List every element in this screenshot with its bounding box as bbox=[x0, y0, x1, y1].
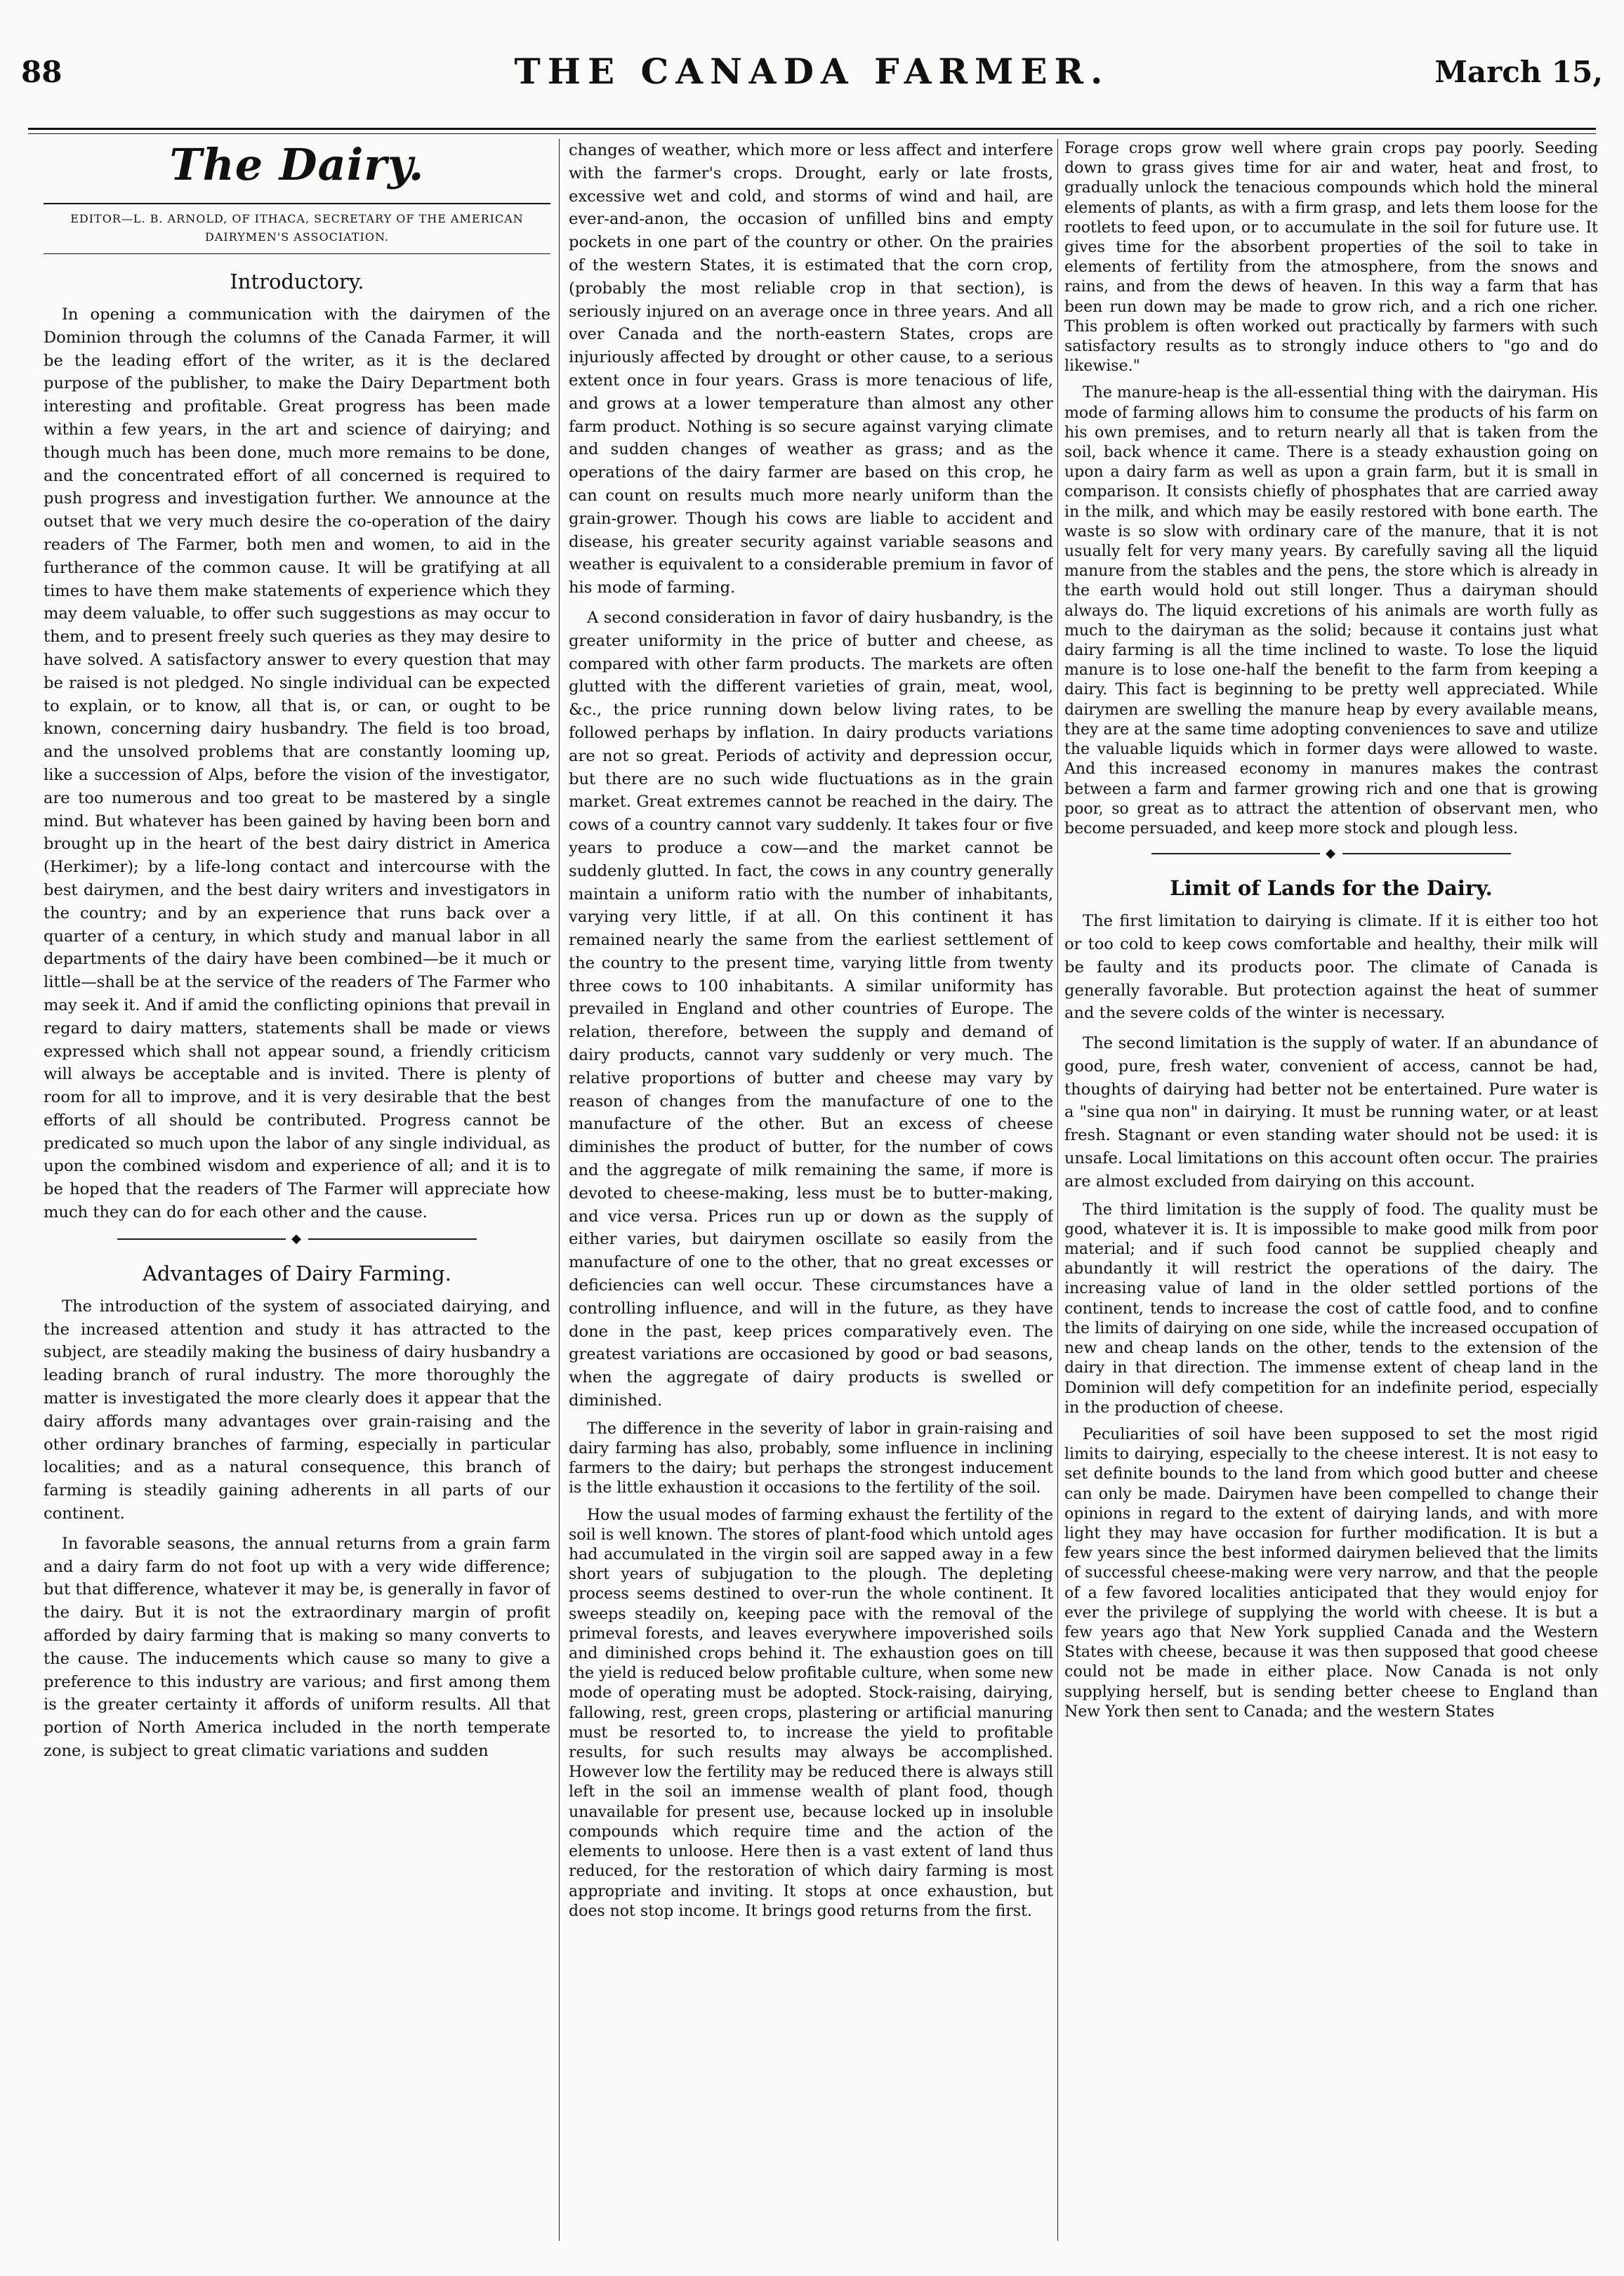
issue-date: March 15, bbox=[1434, 55, 1603, 89]
section-divider: ◆ bbox=[1064, 846, 1598, 861]
paragraph: changes of weather, which more or less affect and interfere with the farmer's crops. Drought, early or late frosts, excessive wet and cold, and storms of wind and hail, are ever-and-anon, the occasion of unfilled bins and empty pockets in one part of the country or other. On the prairies of the western States, it is estimated that the corn crop, (probably the most reliable crop in that section), is seriously injured on an average once in three years. And all over Canada and the north-eastern States, crops are injuriously affected by drought or other cause, to a serious extent once in four years. Grass is more tenacious of life, and grows at a lower temperature than almost any other farm product. Nothing is so secure against varying climate and sudden changes of weather as grass; and as the operations of the dairy farmer are based on this crop, he can count on results much more nearly uniform than the grain-grower. Though his cows are liable to accident and disease, his greater security against variable seasons and weather is equivalent to a considerable premium in favor of his mode of farming. bbox=[569, 141, 1053, 597]
paragraph: In opening a communication with the dairymen of the Dominion through the columns of the Canada Farmer, it will be the leading effort of the writer, as it is the declared purpose of the publisher, to make the Dairy Department both interesting and profitable. Great progress has been made within a few years, in the art and science of dairying; and though much has been done, much more remains to be done, and the concentrated effort of all concerned is required to push progress and investigation further. We announce at the outset that we very much desire the co-operation of the dairy readers of The Farmer, both men and women, to aid in the furtherance of the common cause. It will be gratifying at all times to have them make statements of experience which they may deem valuable, to offer such suggestions as may occur to them, and to present freely such queries as they may desire to have solved. A satisfactory answer to every question that may be raised is not pledged. No single individual can be expected to explain, or to know, all that is, or can, or ought to be known, concerning dairy husbandry. The field is too broad, and the unsolved problems that are constantly looming up, like a succession of Alps, before the vision of the investigator, are too numerous and too great to be mastered by a single mind. But whatever has been gained by having been born and brought up in the heart of the best dairy district in America (Herkimer); by a life-long contact and intercourse with the best dairymen, and the best dairy writers and investigators in the country; and by an experience that runs back over a quarter of a century, in which study and manual labor in all departments of the dairy have been combined—be it much or little—shall be at the service of the readers of The Farmer who may seek it. And if amid the conflicting opinions that prevail in regard to dairy matters, statements shall be made or views expressed which shall not appear sound, a friendly criticism will always be acceptable and is invited. There is plenty of room for all to improve, and it is very desirable that the best efforts of all should be contributed. Progress cannot be predicated so much upon the labor of any single individual, as upon the combined wisdom and experience of all; and it is to be hoped that the readers of The Farmer will appreciate how much they can do for each other and the cause. bbox=[44, 305, 550, 1222]
paragraph: The third limitation is the supply of food. The quality must be good, whatever it is. It is impossible to make good milk from poor material; and if such food cannot be supplied cheaply and abundantly it will restrict the operations of the dairy. The increasing value of land in the older settled portions of the continent, tends to increase the cost of cattle food, and to confine the limits of dairying on one side, while the increased occupation of new and cheap lands on the other, tends to the extension of the dairy in that direction. The immense extent of cheap land in the Dominion will defy competition for an indefinite period, especially in the production of cheese. bbox=[1064, 1200, 1598, 1417]
column-1 bbox=[44, 139, 550, 2241]
column-2 bbox=[569, 139, 1053, 2241]
paragraph: Forage crops grow well where grain crops pay poorly. Seeding down to grass gives time for air and water, heat and frost, to gradually unlock the tenacious compounds which hold the mineral elements of plants, as with a firm grasp, and lets them loose for the rootlets to feed upon, or to accumulate in the soil for future use. It gives time for the absorbent properties of the soil to take in elements of fertility from the atmosphere, from the snows and rains, and from the dews of heaven. In this way a farm that has been run down may be made to grow rich, and a rich one richer. This problem is often worked out practically by farmers with such satisfactory results as to strongly induce others to "go and do likewise." bbox=[1064, 140, 1598, 376]
column-divider bbox=[559, 139, 560, 2241]
header-rule-thin bbox=[28, 133, 1596, 134]
paragraph: The difference in the severity of labor in grain-raising and dairy farming has also, probably, some influence in inclining farmers to the dairy; but perhaps the strongest inducement is the little exhaustion it occasions to the fertility of the soil. bbox=[569, 1420, 1053, 1497]
paragraph: A second consideration in favor of dairy husbandry, is the greater uniformity in the price of butter and cheese, as compared with other farm products. The markets are often glutted with the different varieties of grain, meat, wool, &c., the price running down below living rates, to be followed perhaps by inflation. In dairy products variations are not so great. Periods of activity and depression occur, but there are no such wide fluctuations as in the grain market. Great extremes cannot be reached in the dairy. The cows of a country cannot vary suddenly. It takes four or five years to produce a cow—and the market cannot be suddenly glutted. In fact, the cows in any country generally maintain a uniform ratio with the number of inhabitants, varying very little, if at all. On this continent it has remained nearly the same from the earliest settlement of the country to the present time, varying little from twenty three cows to 100 inhabitants. A similar uniformity has prevailed in England and other countries of Europe. The relation, therefore, between the supply and demand of dairy products, cannot vary suddenly or very much. The relative proportions of butter and cheese may vary by reason of changes from the manufacture of one to the manufacture of the other. But an excess of cheese diminishes the product of butter, for the number of cows and the aggregate of milk remaining the same, if more is devoted to cheese-making, less must be to butter-making, and vice versa. Prices run up or down as the supply of either varies, but dairymen oscillate so easily from the manufacture of one to the other, that no great excesses or deficiencies can well occur. These circumstances have a controlling influence, and will in the future, as they have done in the past, keep prices comparatively even. The greatest variations are occasioned by good or bad seasons, when the aggregate of dairy products is swelled or diminished. bbox=[569, 608, 1053, 1410]
section-heading-limit-of-lands: Limit of Lands for the Dairy. bbox=[1170, 876, 1493, 901]
section-heading-advantages: Advantages of Dairy Farming. bbox=[143, 1261, 451, 1285]
editor-line: EDITOR—L. B. ARNOLD, OF ITHACA, SECRETARY OF THE AMERICAN DAIRYMEN'S ASSOCIATION. bbox=[44, 203, 550, 254]
paragraph: The manure-heap is the all-essential thing with the dairyman. His mode of farming allows him to consume the products of his farm on his own premises, and to return nearly all that is taken from the soil, back whence it came. There is a steady exhaustion going on upon a dairy farm as well as upon a grain farm, but it is small in comparison. It consists chiefly of phosphates that are carried away in the milk, and which may be easily restored with bone earth. The waste is so slow with ordinary care of the manure, that it is not usually felt for very many years. By carefully saving all the liquid manure from the stables and the pens, the store which is already in the earth would hold out still longer. Thus a dairyman should always do. The liquid excretions of his animals are worth fully as much to the dairyman as the solid; because it contains just what dairy farming is all the time inclined to waste. To lose the liquid manure is to lose one-half the benefit to the farm from keeping a dairy. This fact is beginning to be pretty well appreciated. While dairymen are swelling the manure heap by every available means, they are at the same time adopting conveniences to save and utilize the valuable liquids which in former days were allowed to waste. And this increased economy in manures makes the contrast between a farm and farmer growing rich and one that is growing poor, so great as to attract the attention of observant men, who become persuaded, and keep more stock and plough less. bbox=[1064, 384, 1598, 838]
paragraph: The introduction of the system of associated dairying, and the increased attention and study it has attracted to the subject, are steadily making the business of dairy husbandry a leading branch of rural industry. The more thoroughly the matter is investigated the more clearly does it appear that the dairy affords many advantages over grain-raising and the other ordinary branches of farming, especially in particular localities; and as a natural consequence, this branch of farming is steadily gaining adherents in all parts of our continent. bbox=[44, 1297, 550, 1523]
paragraph: The first limitation to dairying is climate. If it is either too hot or too cold to keep cows comfortable and healthy, their milk will be faulty and its products poor. The climate of Canada is generally favorable. But protection against the heat of summer and the severe colds of the winter is necessary. bbox=[1064, 912, 1598, 1023]
column-divider bbox=[1057, 139, 1058, 2241]
column-3 bbox=[1064, 139, 1598, 2241]
paragraph: Peculiarities of soil have been supposed to set the most rigid limits to dairying, especially to the cheese interest. It is not easy to set definite bounds to the land from which good butter and cheese can only be made. Dairymen have been compelled to change their opinions in regard to the extent of dairying lands, and with more light they may have occasion for further modification. It is but a few years since the best informed dairymen believed that the limits of successful cheese-making were very narrow, and that the people of a few favored localities anticipated that they would enjoy for ever the privilege of supplying the world with cheese. It is but a few years ago that New York supplied Canada and the Western States with cheese, because it was then supposed that good cheese could not be made in either place. Now Canada is not only supplying herself, but is sending better cheese to England than New York then sent to Canada; and the western States bbox=[1064, 1425, 1598, 1721]
masthead: THE CANADA FARMER. bbox=[514, 51, 1110, 92]
paragraph: In favorable seasons, the annual returns from a grain farm and a dairy farm do not foot up with a very wide difference; but that difference, whatever it may be, is generally in favor of the dairy. But it is not the extraordinary margin of profit afforded by dairy farming that is making so many converts to the cause. The inducements which cause so many to give a preference to this industry are various; and first among them is the greater certainty it affords of uniform results. All that portion of North America included in the north temperate zone, is subject to great climatic variations and sudden bbox=[44, 1534, 550, 1761]
page-number: 88 bbox=[21, 55, 62, 89]
section-divider: ◆ bbox=[44, 1231, 550, 1246]
paragraph: How the usual modes of farming exhaust the fertility of the soil is well known. The stores of plant-food which untold ages had accumulated in the virgin soil are sapped away in a few short years of subjugation to the plough. The depleting process seems destined to over-run the whole continent. It sweeps steadily on, keeping pace with the removal of the primeval forests, and leaves everywhere impoverished soils and diminished crops behind it. The exhaustion goes on till the yield is reduced below profitable culture, when some new mode of operating must be adopted. Stock-raising, dairying, fallowing, rest, green crops, plastering or artificial manuring must be resorted to, to increase the yield to profitable results, for such results may always be accomplished. However low the fertility may be reduced there is always still left in the soil an immense wealth of plant food, though unavailable for present use, because locked up in insoluble compounds which require time and the action of the elements to unloose. Here then is a vast extent of land thus reduced, for the restoration of which dairy farming is most appropriate and inviting. It stops at once exhaustion, but does not stop income. It brings good returns from the first. bbox=[569, 1506, 1053, 1920]
header-rule bbox=[28, 128, 1596, 130]
department-title: The Dairy. bbox=[169, 139, 425, 190]
section-heading-introductory: Introductory. bbox=[230, 270, 364, 293]
paragraph: The second limitation is the supply of water. If an abundance of good, pure, fresh water, convenient of access, cannot be had, thoughts of dairying had better not be entertained. Pure water is a "sine qua non" in dairying. It must be running water, or at least fresh. Stagnant or even standing water should not be used: it is unsafe. Local limitations on this account often occur. The prairies are almost excluded from dairying on this account. bbox=[1064, 1034, 1598, 1191]
